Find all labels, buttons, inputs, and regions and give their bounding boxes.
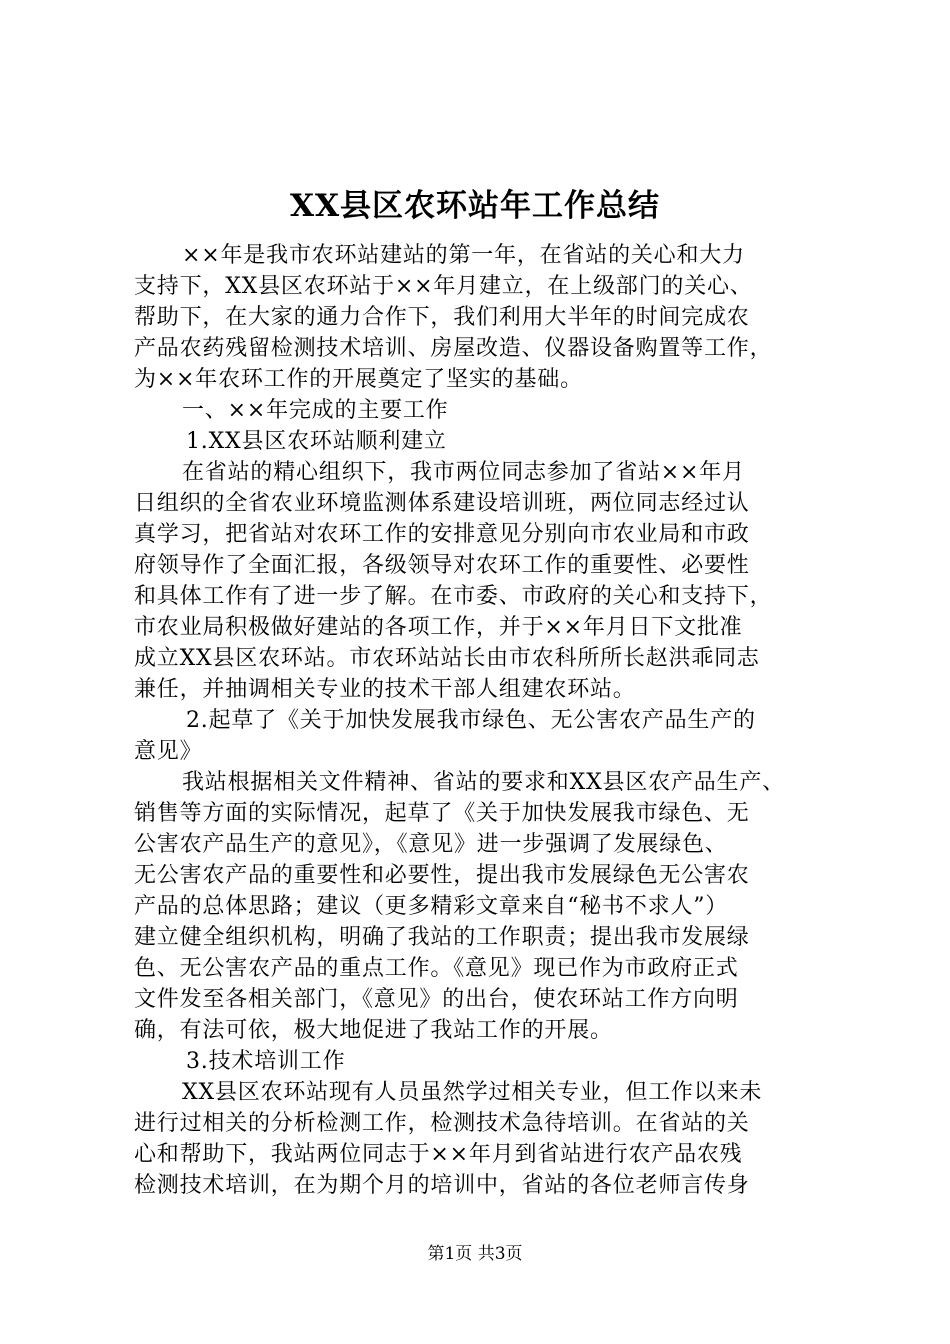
text-line: 成立XX县区农环站。市农环站站长由市农科所所长赵洪乖同志 <box>134 646 760 671</box>
text-line: 销售等方面的实际情况，起草了《关于加快发展我市绿色、无 <box>134 801 750 826</box>
page-number-footer: 第1页 共3页 <box>427 1244 523 1264</box>
text-line: 真学习，把省站对农环工作的安排意见分别向市农业局和市政 <box>134 522 750 547</box>
text-line: 为××年农环工作的开展奠定了坚实的基础。 <box>134 367 583 392</box>
text-line: 公害农产品生产的意见》，《意见》进一步强调了发展绿色、 <box>134 832 728 857</box>
text-line: 帮助下，在大家的通力合作下，我们利用大半年的时间完成农 <box>134 305 750 330</box>
document-title: XX县区农环站年工作总结 <box>289 188 661 224</box>
text-line: 市农业局积极做好建站的各项工作，并于××年月日下文批准 <box>134 615 743 640</box>
subsection-heading: 2.起草了《关于加快发展我市绿色、无公害农产品生产的 <box>186 708 756 733</box>
text-line: 心和帮助下，我站两位同志于××年月到省站进行农产品农残 <box>134 1142 743 1167</box>
text-line: 进行过相关的分析检测工作，检测技术急待培训。在省站的关 <box>134 1111 750 1136</box>
subsection-heading: 3.技术培训工作 <box>186 1049 346 1074</box>
document-body <box>134 240 834 1201</box>
text-line: 支持下，XX县区农环站于××年月建立，在上级部门的关心、 <box>134 274 753 299</box>
subsection-heading: 1.XX县区农环站顺利建立 <box>186 429 447 454</box>
text-line: 产品农药残留检测技术培训、房屋改造、仪器设备购置等工作， <box>134 336 773 361</box>
text-line: 日组织的全省农业环境监测体系建设培训班，两位同志经过认 <box>134 491 750 516</box>
subsection-heading-continued: 意见》 <box>134 739 203 764</box>
text-line: 无公害农产品的重要性和必要性，提出我市发展绿色无公害农 <box>134 863 750 888</box>
text-line: 府领导作了全面汇报，各级领导对农环工作的重要性、必要性 <box>134 553 750 578</box>
text-line: 兼任，并抽调相关专业的技术干部人组建农环站。 <box>134 677 636 702</box>
text-line: 建立健全组织机构，明确了我站的工作职责；提出我市发展绿 <box>134 925 750 950</box>
text-line: 和具体工作有了进一步了解。在市委、市政府的关心和支持下， <box>134 584 773 609</box>
text-line: ××年是我市农环站建站的第一年，在省站的关心和大力 <box>182 243 745 268</box>
text-line: 我站根据相关文件精神、省站的要求和XX县区农产品生产、 <box>182 770 785 795</box>
text-line: 文件发至各相关部门，《意见》的出台，使农环站工作方向明 <box>134 987 739 1012</box>
text-line: 检测技术培训，在为期个月的培训中，省站的各位老师言传身 <box>134 1173 750 1198</box>
section-heading: 一、××年完成的主要工作 <box>182 398 449 423</box>
text-line: 产品的总体思路；建议（更多精彩文章来自“秘书不求人”） <box>134 894 729 919</box>
text-line: XX县区农环站现有人员虽然学过相关专业，但工作以来未 <box>182 1080 763 1105</box>
text-line: 确，有法可依，极大地促进了我站工作的开展。 <box>134 1018 613 1043</box>
text-line: 在省站的精心组织下，我市两位同志参加了省站××年月 <box>182 460 745 485</box>
text-line: 色、无公害农产品的重点工作。《意见》现已作为市政府正式 <box>134 956 739 981</box>
